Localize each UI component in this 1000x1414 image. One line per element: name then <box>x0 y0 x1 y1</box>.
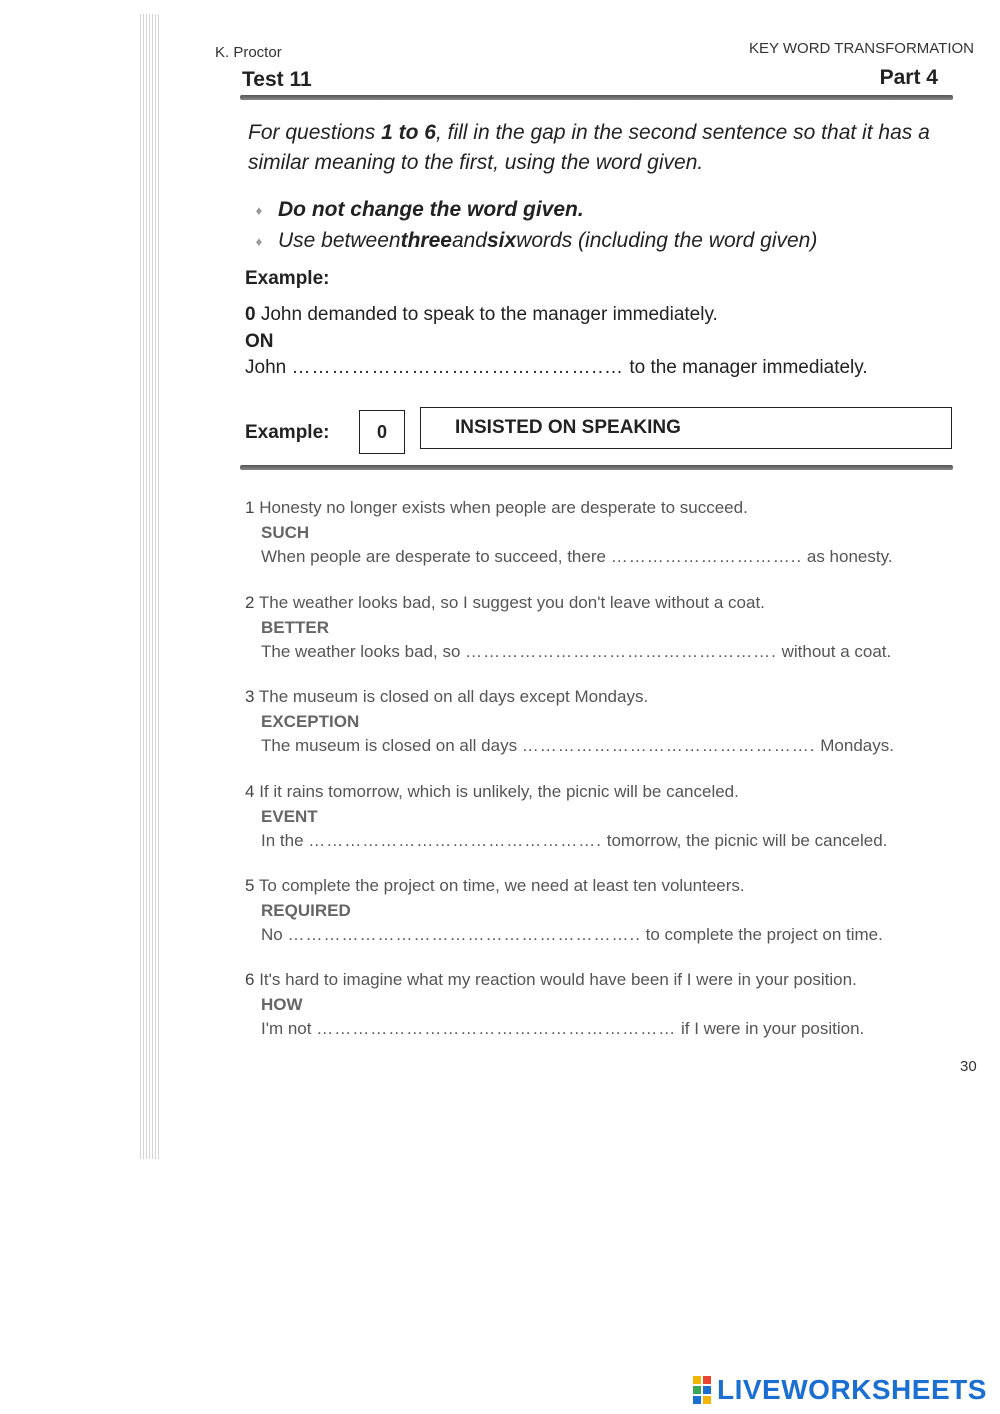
answer-gap[interactable]: …………………………………………. <box>521 736 816 755</box>
question-2: 2 The weather looks bad, so I suggest you don't leave without a coat. BETTER The weather looks bad, so ……………………………………………. without a coat. <box>245 593 980 667</box>
question-range: 1 to 6 <box>381 121 436 144</box>
author: K. Proctor <box>215 44 282 61</box>
binding-edge <box>140 14 160 1159</box>
answer-gap[interactable]: ……………………………………………. <box>465 642 777 661</box>
keyword: EVENT <box>261 807 318 826</box>
example-divider <box>240 465 953 470</box>
example-answer-box: INSISTED ON SPEAKING <box>420 407 952 449</box>
bullet-icon: ♦ <box>255 202 263 218</box>
question-5: 5 To complete the project on time, we need at least ten volunteers. REQUIRED No ………………………………………………….. to complete the project on time. <box>245 876 980 950</box>
keyword: SUCH <box>261 523 310 542</box>
liveworksheets-logo[interactable] <box>693 1374 987 1406</box>
keyword: BETTER <box>261 618 329 637</box>
rule-2: ♦ Use between three and six words (including the word given) <box>248 229 817 253</box>
example-heading: Example: <box>245 268 330 289</box>
example-number-box: 0 <box>359 410 405 454</box>
keyword: REQUIRED <box>261 901 351 920</box>
bullet-icon: ♦ <box>255 233 263 249</box>
answer-gap[interactable]: …………………………………………………… <box>316 1019 677 1038</box>
brand-name: LIVEWORKSHEETS <box>717 1374 987 1405</box>
logo-grid-icon <box>693 1376 711 1404</box>
example-transformed: John ………………………………………..… to the manager immediately. <box>245 357 868 378</box>
answer-gap[interactable]: …………………………………………. <box>308 831 603 850</box>
section-title: KEY WORD TRANSFORMATION <box>748 40 974 57</box>
part-title: Part 4 <box>879 66 938 89</box>
rule-1: ♦ Do not change the word given. <box>248 198 584 222</box>
example-box-label: Example: <box>245 422 330 443</box>
page-number: 30 <box>960 1058 977 1075</box>
keyword: HOW <box>261 995 303 1014</box>
question-6: 6 It's hard to imagine what my reaction would have been if I were in your position. HOW I'm not …………………………………………………… if I were in your position. <box>245 970 980 1044</box>
question-1: 1 Honesty no longer exists when people are desperate to succeed. SUCH When people are desperate to succeed, there ………………………….. as honesty. <box>245 498 980 572</box>
question-3: 3 The museum is closed on all days except Mondays. EXCEPTION The museum is closed on all days …………………………………………. Mondays. <box>245 687 980 761</box>
answer-gap[interactable]: ………………………….. <box>610 547 803 566</box>
keyword: EXCEPTION <box>261 712 360 731</box>
question-4: 4 If it rains tomorrow, which is unlikely, the picnic will be canceled. EVENT In the …………………………………………. tomorrow, the picnic will be canceled. <box>245 782 980 856</box>
header-divider <box>240 95 953 100</box>
answer-gap[interactable]: ………………………………………………….. <box>287 925 641 944</box>
example-sentence: 0 John demanded to speak to the manager immediately. <box>245 304 718 325</box>
test-title: Test 11 <box>242 68 312 91</box>
example-keyword: ON <box>245 331 274 352</box>
instructions: For questions 1 to 6, fill in the gap in the second sentence so that it has a similar meaning to the first, using the word given. <box>248 121 930 174</box>
